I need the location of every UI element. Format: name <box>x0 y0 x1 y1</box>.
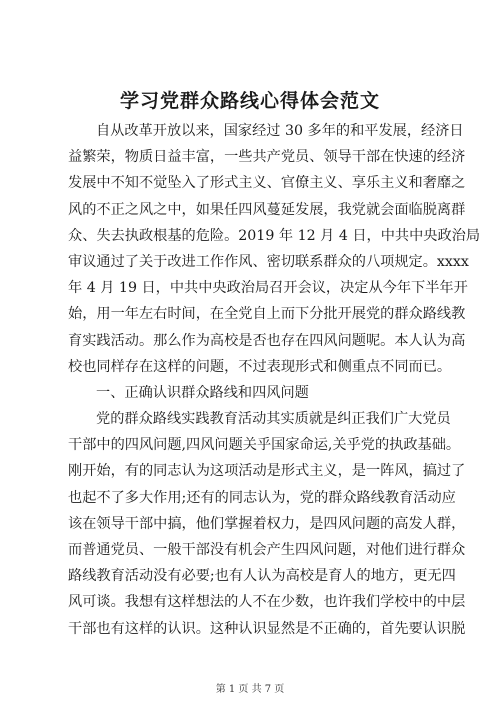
page-number-footer: 第 1 页 共 7 页 <box>215 684 285 695</box>
paragraph-line: 众、失去执政根基的危险。2019 年 12 月 4 日，中共中央政治局 <box>68 227 481 244</box>
paragraph-line: 发展中不知不觉坠入了形式主义、官僚主义、享乐主义和奢靡之 <box>68 175 466 192</box>
paragraph-line: 路线教育活动没有必要;也有人认为高校是育人的地方，更无四 <box>68 568 456 585</box>
paragraph-line: 年 4 月 19 日，中共中央政治局召开会议，决定从今年下半年开 <box>68 280 468 297</box>
paragraph-line: 党的群众路线实践教育活动其实质就是纠正我们广大党员 <box>96 411 451 428</box>
paragraph-line: 刚开始，有的同志认为这项活动是形式主义，是一阵风，搞过了 <box>68 463 466 480</box>
paragraph-line: 而普通党员、一般干部没有机会产生四风问题，对他们进行群众 <box>68 542 466 558</box>
section-heading: 一、正确认识群众路线和四风问题 <box>96 384 309 401</box>
paragraph-line: 干部也有这样的认识。这种认识显然是不正确的，首先要认识脱 <box>68 620 466 637</box>
paragraph-line: 风的不正之风之中，如果任四风蔓延发展，我党就会面临脱离群 <box>68 201 466 218</box>
paragraph-line: 校也同样存在这样的问题，不过表现形式和侧重点不同而已。 <box>68 358 452 375</box>
document-title: 学习党群众路线心得体会范文 <box>119 90 380 112</box>
paragraph-line: 育实践活动。那么作为高校是否也存在四风问题呢。本人认为高 <box>68 332 466 349</box>
paragraph-line: 益繁荣，物质日益丰富，一些共产党员、领导干部在快速的经济 <box>68 149 466 166</box>
paragraph-line: 风可谈。我想有这样想法的人不在少数，也许我们学校中的中层 <box>68 594 466 611</box>
paragraph-line: 也起不了多大作用;还有的同志认为，党的群众路线教育活动应 <box>68 489 456 506</box>
paragraph-line: 始，用一年左右时间，在全党自上而下分批开展党的群众路线教 <box>68 306 466 323</box>
paragraph-line: 自从改革开放以来，国家经过 30 多年的和平发展，经济日 <box>96 123 464 139</box>
paragraph-line: 该在领导干部中搞，他们掌握着权力，是四风问题的高发人群， <box>68 515 466 532</box>
paragraph-line: 干部中的四风问题,四风问题关乎国家命运,关乎党的执政基础。 <box>68 437 461 454</box>
paragraph-line: 审议通过了关于改进工作作风、密切联系群众的八项规定。xxxx <box>68 253 469 270</box>
document-body <box>68 118 481 642</box>
